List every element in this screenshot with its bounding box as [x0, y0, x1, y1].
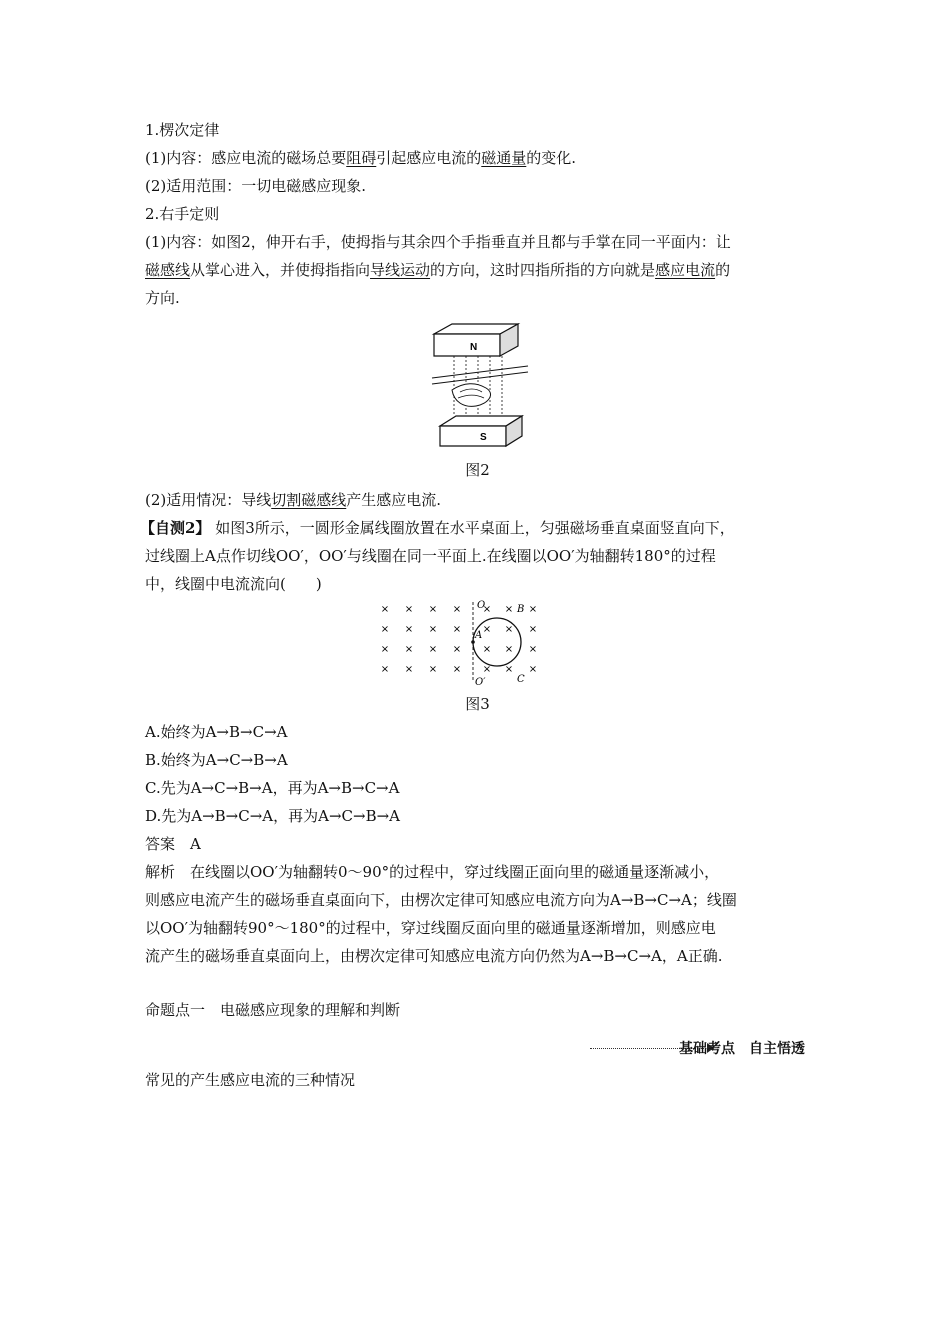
- field-cross-icon: ×: [404, 624, 414, 635]
- point-c-label: C: [517, 674, 525, 685]
- field-cross-icon: ×: [482, 604, 492, 615]
- analysis-line2: 则感应电流产生的磁场垂直桌面向下，由楞次定律可知感应电流方向为A→B→C→A；线圈: [145, 891, 737, 909]
- field-cross-icon: ×: [452, 664, 462, 675]
- field-cross-icon: ×: [528, 624, 538, 635]
- field-cross-icon: ×: [504, 644, 514, 655]
- field-cross-icon: ×: [404, 664, 414, 675]
- section1-title: 1.楞次定律: [145, 121, 220, 139]
- figure-3-coil-field: [377, 598, 553, 688]
- north-pole-label: N: [470, 342, 478, 353]
- question-line1: 【自测2】 如图3所示，一圆形金属线圈放置在水平桌面上，匀强磁场垂直桌面竖直向下，: [140, 519, 735, 537]
- option-d: D.先为A→B→C→A，再为A→C→B→A: [145, 807, 401, 825]
- point-b-label: B: [517, 604, 525, 615]
- axis-o-top-label: O: [477, 600, 486, 611]
- question-line3: 中，线圈中电流流向( ): [145, 575, 322, 593]
- field-cross-icon: ×: [482, 624, 492, 635]
- field-cross-icon: ×: [528, 644, 538, 655]
- field-cross-icon: ×: [528, 604, 538, 615]
- figure-2-magnet-hand: [430, 320, 530, 450]
- lenz-law-scope: (2)适用范围：一切电磁感应现象.: [145, 177, 367, 195]
- field-cross-icon: ×: [428, 644, 438, 655]
- option-a: A.始终为A→B→C→A: [145, 723, 288, 741]
- section2-title: 2.右手定则: [145, 205, 220, 223]
- field-cross-icon: ×: [504, 664, 514, 675]
- axis-o-bottom-label: O′: [475, 677, 486, 688]
- option-c: C.先为A→C→B→A，再为A→B→C→A: [145, 779, 400, 797]
- field-cross-icon: ×: [428, 624, 438, 635]
- topic-intro: 常见的产生感应电流的三种情况: [145, 1071, 356, 1089]
- field-cross-icon: ×: [380, 664, 390, 675]
- field-cross-icon: ×: [452, 604, 462, 615]
- right-hand-rule-line2: 磁感线从掌心进入，并使拇指指向导线运动的方向，这时四指所指的方向就是感应电流的: [145, 261, 731, 279]
- right-hand-rule-line1: (1)内容：如图2，伸开右手，使拇指与其余四个手指垂直并且都与手掌在同一平面内：让: [145, 233, 731, 251]
- field-cross-icon: ×: [380, 624, 390, 635]
- right-hand-rule-line3: 方向.: [145, 289, 180, 307]
- right-hand-rule-application: (2)适用情况：导线切割磁感线产生感应电流.: [145, 491, 442, 509]
- south-pole-label: S: [480, 432, 487, 443]
- field-cross-icon: ×: [528, 664, 538, 675]
- field-cross-icon: ×: [380, 644, 390, 655]
- topic-title: 命题点一 电磁感应现象的理解和判断: [145, 1001, 401, 1019]
- point-a-label: A: [475, 630, 483, 641]
- figure-3-caption: 图3: [465, 695, 490, 713]
- topic-tag: 基础考点 自主悟透: [679, 1041, 805, 1057]
- field-cross-icon: ×: [452, 644, 462, 655]
- figure-2-caption: 图2: [465, 461, 490, 479]
- analysis-line3: 以OO′为轴翻转90°～180°的过程中，穿过线圈反面向里的磁通量逐渐增加，则感应电: [145, 919, 716, 937]
- field-cross-icon: ×: [428, 664, 438, 675]
- answer: 答案 A: [145, 835, 201, 853]
- field-cross-icon: ×: [380, 604, 390, 615]
- field-cross-icon: ×: [504, 604, 514, 615]
- question-line2: 过线圈上A点作切线OO′，OO′与线圈在同一平面上.在线圈以OO′为轴翻转180°的过程: [145, 547, 716, 565]
- question-tag: 【自测2】: [140, 519, 211, 537]
- field-cross-icon: ×: [404, 604, 414, 615]
- analysis-line4: 流产生的磁场垂直桌面向上，由楞次定律可知感应电流方向仍然为A→B→C→A，A正确.: [145, 947, 723, 965]
- field-cross-icon: ×: [504, 624, 514, 635]
- option-b: B.始终为A→C→B→A: [145, 751, 288, 769]
- analysis-line1: 解析 在线圈以OO′为轴翻转0～90°的过程中，穿过线圈正面向里的磁通量逐渐减小，: [145, 863, 720, 881]
- field-cross-icon: ×: [404, 644, 414, 655]
- field-cross-icon: ×: [482, 644, 492, 655]
- field-cross-icon: ×: [428, 604, 438, 615]
- lenz-law-content: (1)内容：感应电流的磁场总要阻碍引起感应电流的磁通量的变化.: [145, 149, 577, 167]
- field-cross-icon: ×: [482, 664, 492, 675]
- field-cross-icon: ×: [452, 624, 462, 635]
